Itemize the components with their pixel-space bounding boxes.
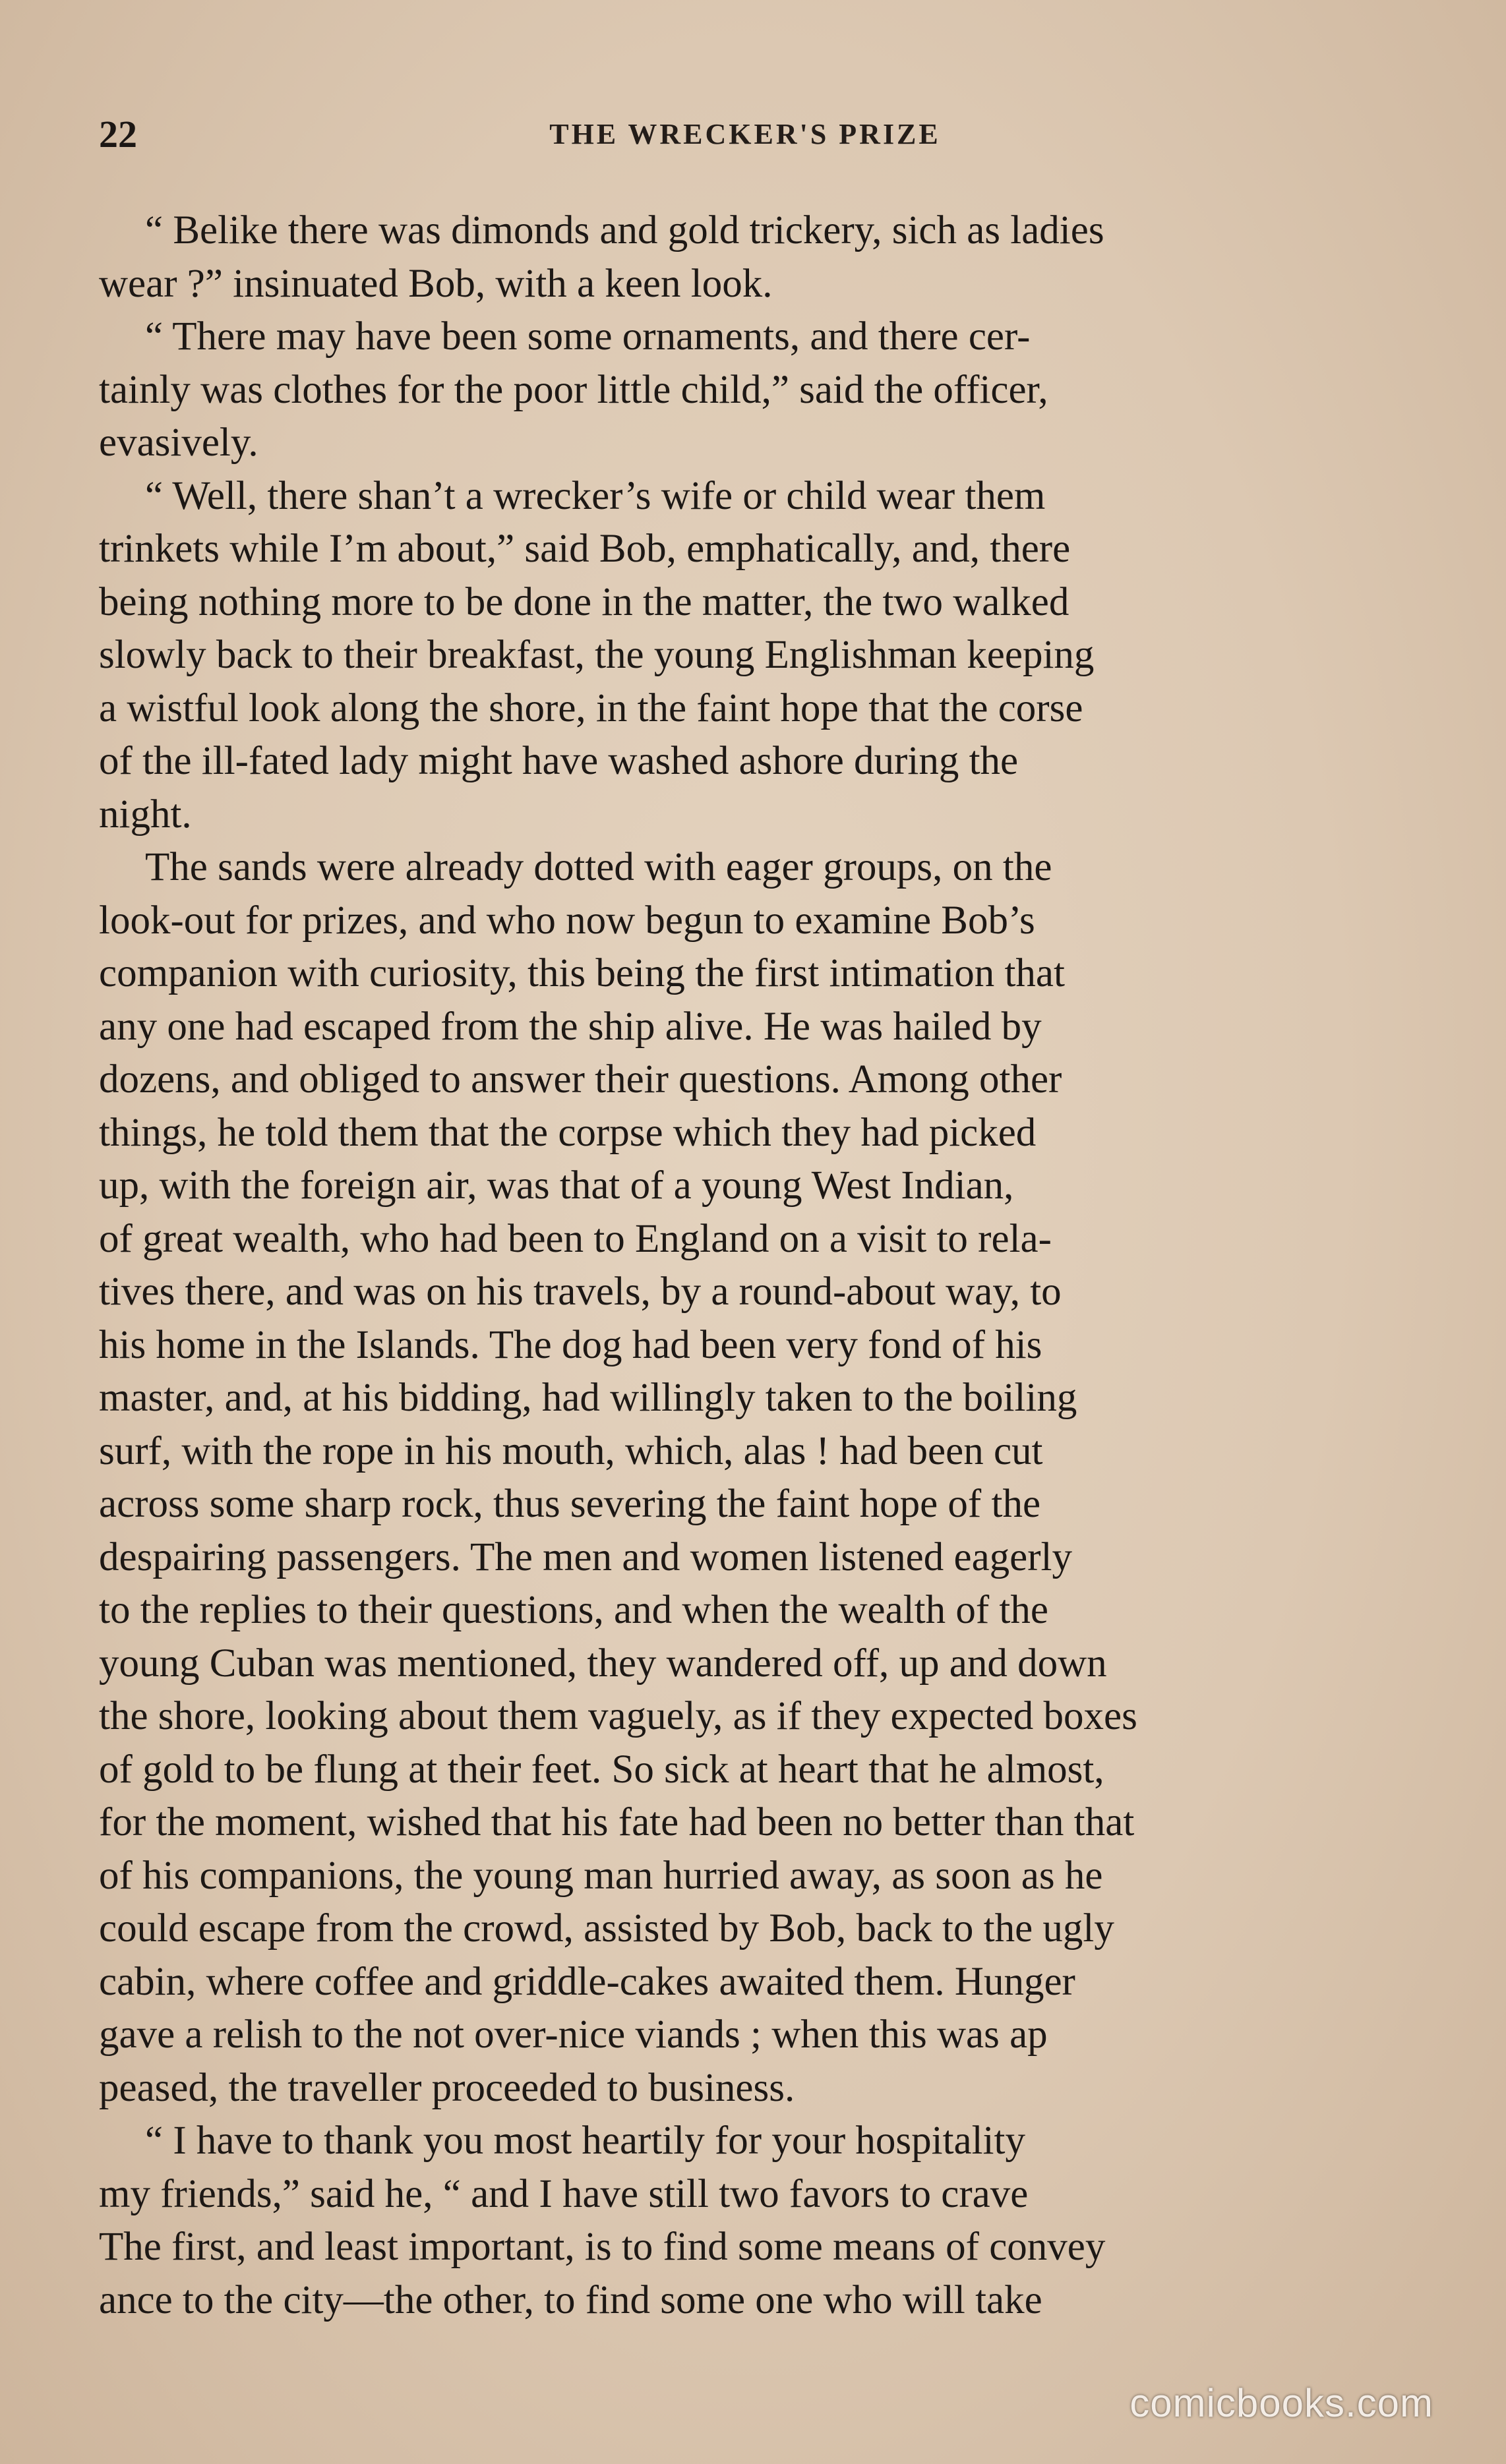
text-line: cabin, where coffee and griddle-cakes awaited them. Hunger (99, 1959, 1075, 2004)
text-line: a wistful look along the shore, in the faint hope that the corse (99, 686, 1083, 730)
text-line: any one had escaped from the ship alive. He was hailed by (99, 1004, 1042, 1049)
text-line: my friends,” said he, “ and I have still two favors to crave (99, 2171, 1029, 2216)
text-line: “ There may have been some ornaments, and there cer- (145, 314, 1031, 359)
text-line: up, with the foreign air, was that of a young West Indian, (99, 1163, 1014, 1208)
text-line: slowly back to their breakfast, the young Englishman keeping (99, 633, 1095, 677)
text-line: The first, and least important, is to find some means of convey (99, 2225, 1106, 2269)
text-line: could escape from the crowd, assisted by Bob, back to the ugly (99, 1906, 1114, 1951)
text-line: things, he told them that the corpse which they had picked (99, 1110, 1037, 1155)
text-line: tives there, and was on his travels, by a round-about way, to (99, 1270, 1062, 1314)
text-line: master, and, at his bidding, had willingly taken to the boiling (99, 1376, 1077, 1420)
text-line: gave a relish to the not over-nice viands ; when this was ap (99, 2012, 1048, 2057)
text-line: for the moment, wished that his fate had been no better than that (99, 1800, 1135, 1844)
text-line: “ Belike there was dimonds and gold trickery, sich as ladies (145, 208, 1104, 252)
text-line: “ I have to thank you most heartily for your hospitality (145, 2119, 1025, 2163)
text-line: companion with curiosity, this being the first intimation that (99, 951, 1065, 995)
running-title: THE WRECKER'S PRIZE (549, 118, 941, 150)
text-line: despairing passengers. The men and women listened eagerly (99, 1535, 1072, 1579)
text-line: to the replies to their questions, and when the wealth of the (99, 1588, 1048, 1632)
text-line: dozens, and obliged to answer their questions. Among other (99, 1057, 1062, 1101)
text-line: his home in the Islands. The dog had been very fond of his (99, 1322, 1042, 1367)
text-line: wear ?” insinuated Bob, with a keen look. (99, 261, 773, 306)
text-line: look-out for prizes, and who now begun to examine Bob’s (99, 898, 1035, 943)
text-line: being nothing more to be done in the matter, the two walked (99, 579, 1069, 624)
page-number: 22 (99, 113, 137, 156)
text-line: of the ill-fated lady might have washed ashore during the (99, 739, 1019, 783)
watermark: comicbooks.com (1130, 2381, 1433, 2425)
text-line: night. (99, 792, 192, 836)
text-line: “ Well, there shan’t a wrecker’s wife or child wear them (145, 473, 1046, 518)
text-line: the shore, looking about them vaguely, as if they expected boxes (99, 1694, 1137, 1738)
text-line: peased, the traveller proceeded to business. (99, 2065, 795, 2110)
text-line: trinkets while I’m about,” said Bob, emphatically, and, there (99, 527, 1071, 571)
text-line: ance to the city—the other, to find some one who will take (99, 2277, 1042, 2322)
text-line: tainly was clothes for the poor little child,” said the officer, (99, 367, 1048, 412)
text-line: young Cuban was mentioned, they wandered off, up and down (99, 1641, 1107, 1686)
text-line: across some sharp rock, thus severing the faint hope of the (99, 1482, 1041, 1526)
text-line: evasively. (99, 421, 258, 465)
text-line: of great wealth, who had been to England on a visit to rela- (99, 1216, 1052, 1261)
text-line: of his companions, the young man hurried away, as soon as he (99, 1853, 1103, 1898)
text-line: of gold to be flung at their feet. So sick at heart that he almost, (99, 1747, 1104, 1792)
body-text (99, 204, 1371, 2327)
text-line: surf, with the rope in his mouth, which, alas ! had been cut (99, 1428, 1043, 1473)
text-line: The sands were already dotted with eager groups, on the (145, 845, 1052, 889)
page-header (99, 112, 1391, 165)
